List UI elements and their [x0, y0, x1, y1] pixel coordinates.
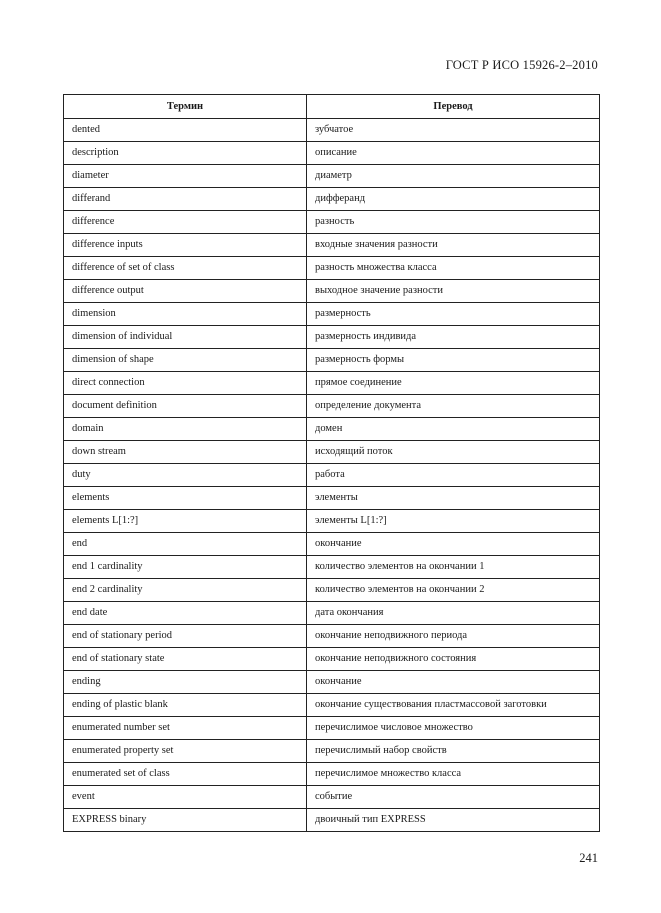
table-row [64, 487, 600, 510]
table-row [64, 510, 600, 533]
term-cell: duty [64, 464, 307, 487]
translation-cell: перечислимое множество класса [307, 763, 600, 786]
translation-cell: событие [307, 786, 600, 809]
translation-cell: перечислимое числовое множество [307, 717, 600, 740]
term-cell: ending [64, 671, 307, 694]
term-cell: dented [64, 119, 307, 142]
translation-cell: двоичный тип EXPRESS [307, 809, 600, 832]
translation-cell: размерность [307, 303, 600, 326]
translation-cell: описание [307, 142, 600, 165]
term-cell: event [64, 786, 307, 809]
table-row [64, 165, 600, 188]
term-cell: diameter [64, 165, 307, 188]
translation-cell: разность множества класса [307, 257, 600, 280]
term-cell: differand [64, 188, 307, 211]
term-cell: difference inputs [64, 234, 307, 257]
table-row [64, 786, 600, 809]
translation-cell: выходное значение разности [307, 280, 600, 303]
term-cell: direct connection [64, 372, 307, 395]
term-cell: elements L[1:?] [64, 510, 307, 533]
translation-cell: количество элементов на окончании 2 [307, 579, 600, 602]
table-row [64, 763, 600, 786]
table-row [64, 740, 600, 763]
table-row [64, 326, 600, 349]
terms-table [63, 94, 600, 832]
term-cell: enumerated property set [64, 740, 307, 763]
table-row [64, 372, 600, 395]
translation-cell: работа [307, 464, 600, 487]
table-row [64, 671, 600, 694]
translation-cell: диаметр [307, 165, 600, 188]
term-cell: ending of plastic blank [64, 694, 307, 717]
term-cell: end 2 cardinality [64, 579, 307, 602]
table-row [64, 257, 600, 280]
table-row [64, 809, 600, 832]
term-cell: dimension [64, 303, 307, 326]
table-row [64, 464, 600, 487]
term-cell: end [64, 533, 307, 556]
translation-cell: исходящий поток [307, 441, 600, 464]
term-cell: enumerated set of class [64, 763, 307, 786]
translation-cell: разность [307, 211, 600, 234]
term-cell: EXPRESS binary [64, 809, 307, 832]
translation-cell: элементы L[1:?] [307, 510, 600, 533]
table-row [64, 349, 600, 372]
translation-cell: входные значения разности [307, 234, 600, 257]
table-header-row [64, 95, 600, 119]
term-cell: end of stationary state [64, 648, 307, 671]
translation-cell: размерность формы [307, 349, 600, 372]
translation-cell: определение документа [307, 395, 600, 418]
term-cell: difference [64, 211, 307, 234]
term-cell: document definition [64, 395, 307, 418]
translation-cell: дата окончания [307, 602, 600, 625]
table-row [64, 579, 600, 602]
term-cell: domain [64, 418, 307, 441]
table-row [64, 234, 600, 257]
terms-table-body [64, 119, 600, 832]
term-cell: elements [64, 487, 307, 510]
term-cell: enumerated number set [64, 717, 307, 740]
term-cell: down stream [64, 441, 307, 464]
term-cell: dimension of individual [64, 326, 307, 349]
table-row [64, 648, 600, 671]
table-row [64, 211, 600, 234]
translation-cell: окончание существования пластмассовой заготовки [307, 694, 600, 717]
table-row [64, 717, 600, 740]
document-code: ГОСТ Р ИСО 15926-2–2010 [445, 58, 598, 72]
translation-cell: окончание [307, 671, 600, 694]
table-row [64, 556, 600, 579]
term-cell: difference of set of class [64, 257, 307, 280]
translation-cell: зубчатое [307, 119, 600, 142]
table-row [64, 395, 600, 418]
table-row [64, 602, 600, 625]
table-row [64, 188, 600, 211]
term-cell: end date [64, 602, 307, 625]
translation-cell: дифферанд [307, 188, 600, 211]
column-header-translation: Перевод [307, 95, 600, 119]
table-row [64, 280, 600, 303]
translation-cell: количество элементов на окончании 1 [307, 556, 600, 579]
page-number: 241 [579, 851, 598, 865]
translation-cell: прямое соединение [307, 372, 600, 395]
table-row [64, 533, 600, 556]
translation-cell: элементы [307, 487, 600, 510]
table-row [64, 625, 600, 648]
table-row [64, 694, 600, 717]
term-cell: end of stationary period [64, 625, 307, 648]
table-row [64, 303, 600, 326]
translation-cell: окончание неподвижного периода [307, 625, 600, 648]
translation-cell: домен [307, 418, 600, 441]
column-header-term: Термин [64, 95, 307, 119]
translation-cell: окончание неподвижного состояния [307, 648, 600, 671]
term-cell: difference output [64, 280, 307, 303]
table-row [64, 119, 600, 142]
term-cell: description [64, 142, 307, 165]
translation-cell: размерность индивида [307, 326, 600, 349]
table-row [64, 418, 600, 441]
term-cell: end 1 cardinality [64, 556, 307, 579]
translation-cell: перечислимый набор свойств [307, 740, 600, 763]
table-row [64, 142, 600, 165]
term-cell: dimension of shape [64, 349, 307, 372]
table-row [64, 441, 600, 464]
translation-cell: окончание [307, 533, 600, 556]
